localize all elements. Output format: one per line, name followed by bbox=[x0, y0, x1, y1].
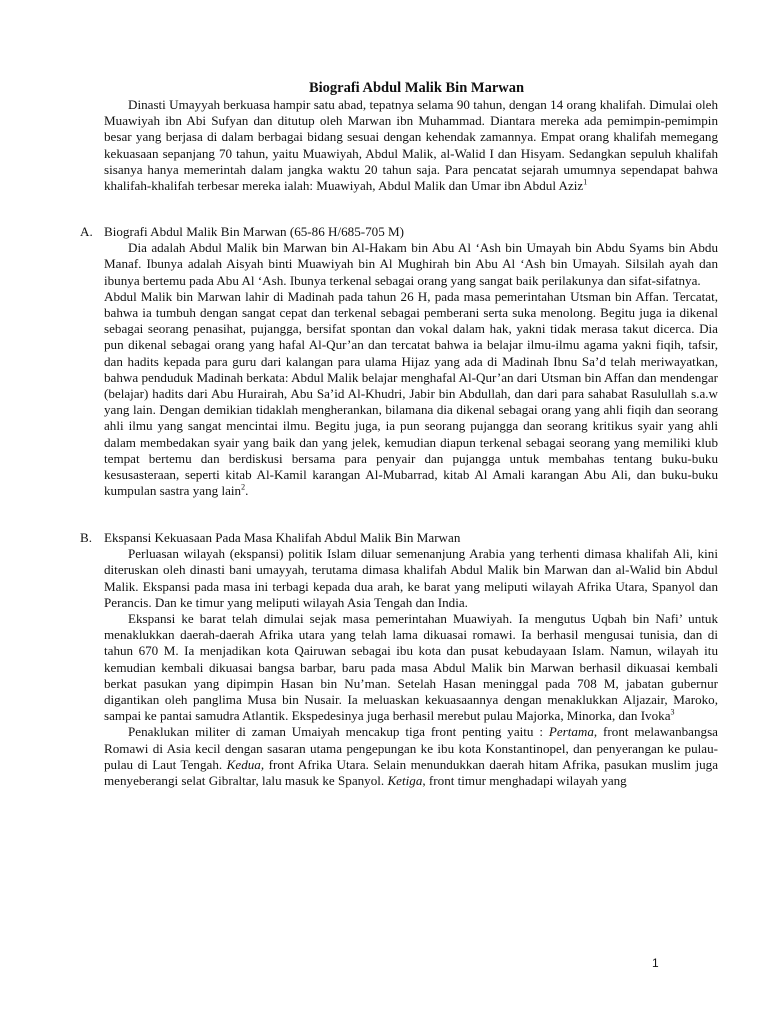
para3-second-emph: Kedua, bbox=[226, 756, 265, 772]
para3-first-emph: Pertama bbox=[548, 724, 594, 740]
section-b-paragraph-2 bbox=[104, 611, 718, 724]
section-b-heading: Ekspansi Kekuasaan Pada Masa Khalifah Abdul Malik Bin Marwan bbox=[104, 530, 461, 545]
section-a-paragraph-2-text: Abdul Malik bin Marwan lahir di Madinah pada tahun 26 H, pada masa pemerintahan Utsman bin Affan. Tercatat, bahwa ia tumbuh dengan sangat cepat dan terkenal sebagai pemberani serta suka menolong. Begitu juga ia dikenal sebagai seorang penasihat, pujangga, bersifat spontan dan vokal dalam hak, yakni tidak merasa takut dicerca. Dia pun dikenal sebagai orang yang hafal Al-Qur’an dan tercatat bahwa ia belajar ilmu-ilmu agama yakni fiqih, tafsir, dan hadits kepada para guru dari kalangan para ulama Hijaz yang ada di Madinah Ibnu Sa’d telah meriwayatkan, bahwa penduduk Madinah berkata: Abdul Malik belajar menghafal Al-Qur’an dari Utsman bin Affan dan mendengar (belajar) hadits dari Abu Hurairah, Abu Sa’id Al-Khudri, Jabir bin Abdullah, dan dari para sahabat Rasulullah s.a.w yang lain. Dengan demikian tidaklah mengherankan, bilamana dia dikenal sebagai orang yang ahli fiqih dan seorang ahli ilmu yang sangat mencintai ilmu. Begitu juga, ia pun seorang pujangga dan seorang kritikus syair yang ahli dalam membedakan syair yang baik dan yang jelek, kemudian diapun terkenal sebagai seorang yang memiliki klub tempat bertemu dan berdiskusi bersama para penyair dan pujangga untuk membahas tentang buku-buku kesusasteraan, seperti kitab Al-Kamil karangan Al-Mubarrad, kitab Al Amali karangan Abu Ali, dan buku-buku kumpulan sastra yang lain bbox=[104, 288, 718, 499]
para3-end: , front timur menghadapi wilayah yang bbox=[422, 773, 627, 789]
footnote-ref-1[interactable]: 1 bbox=[583, 177, 588, 187]
page-title: Biografi Abdul Malik Bin Marwan bbox=[308, 80, 525, 96]
section-a bbox=[80, 224, 718, 499]
footnote-ref-3[interactable]: 3 bbox=[670, 707, 675, 717]
section-b-paragraph-3 bbox=[104, 724, 718, 789]
intro-text: Dinasti Umayyah berkuasa hampir satu abad, tepatnya selama 90 tahun, dengan 14 orang khalifah. Dimulai oleh Muawiyah ibn Abi Sufyan dan ditutup oleh Marwan ibn Muhammad. Diantara mereka ada pemimpin-pemimpin besar yang berjasa di dalam berbagai bidang sesuai dengan kehendak zamannya. Empat orang khalifah memegang kekuasaan sepanjang 70 tahun, yaitu Muawiyah, Abdul Malik, al-Walid I dan Hisyam. Sedangkan sepuluh khalifah sisanya hanya memerintah dalam jangka waktu 20 tahun saja. Para pencatat sejarah umumnya sependapat bahwa khalifah-khalifah terbesar mereka ialah: Muawiyah, Abdul Malik dan Umar ibn Abdul Aziz bbox=[104, 97, 718, 194]
page-number: 1 bbox=[652, 956, 659, 970]
section-a-paragraph-2-end: . bbox=[245, 483, 249, 499]
section-b-letter: B. bbox=[80, 530, 93, 545]
section-b-paragraph-1: Perluasan wilayah (ekspansi) politik Islam diluar semenanjung Arabia yang terhenti dimasa khalifah Ali, kini diteruskan oleh dinasti bani umayyah, terutama dimasa khalifah Abdul Malik bin Marwan dan al-Walid bin Abdul Malik. Ekspansi pada masa ini terbagi kepada dua arah, ke barat yang meliputi wilayah Afrika Utara, Spanyol dan Perancis. Dan ke timur yang meliputi wilayah Asia Tengah dan India. bbox=[104, 546, 718, 610]
section-b bbox=[80, 530, 719, 789]
section-a-paragraph-1: Dia adalah Abdul Malik bin Marwan bin Al-Hakam bin Abu Al ‘Ash bin Umayah bin Abdu Syams bin Abdu Manaf. Ibunya adalah Aisyah binti Muawiyah bin Al Mughirah bin Abu Al ‘Ash bin Umayah. Silsilah ayah dan ibunya bertemu pada Abu Al ‘Ash. Ibunya terkenal sebagai orang yang sangat baik perilakunya dan sifat-sifatnya. bbox=[104, 240, 718, 288]
section-a-letter: A. bbox=[80, 224, 93, 239]
footnote-ref-2[interactable]: 2 bbox=[241, 482, 246, 492]
para3-third-emph: Ketiga bbox=[387, 773, 423, 789]
section-b-paragraph-2-text: Ekspansi ke barat telah dimulai sejak masa pemerintahan Muawiyah. Ia mengutus Uqbah bin Nafi’ untuk menaklukkan daerah-daerah Afrika utara yang telah lama dikuasai romawi. Ia berhasil mengusai tunisia, dan di tahun 670 M. Ia menjadikan kota Qairuwan sebagai ibu kota dan pusat kebudayaan Islam. Namun, wilayah itu kemudian kembali dikuasai bangsa barbar, baru pada masa Abdul Malik bin Marwan berhasil dikuasai kembali berkat pasukan yang dipimpin Hasan bin Nu’man. Setelah Hasan meninggal pada 708 M, jabatan gubernur digantikan oleh panglima Musa bin Nusair. Ia meluaskan kekuasaannya dengan menaklukkan Aljazair, Maroko, sampai ke pantai samudra Atlantik. Ekspedesinya juga berhasil merebut pulau Majorka, Minorka, dan Ivoka bbox=[104, 611, 718, 724]
para3-mid1: , front melawanbangsa Romawi di Asia kecil dengan sasaran utama pengepungan ke ibu kota Konstantinopel, dan penyerangan ke pulau-pulau di Laut Tengah. bbox=[104, 724, 718, 772]
para3-mid2: front Afrika Utara. Selain menundukkan daerah hitam Afrika, pasukan muslim juga menyeberangi selat Gibraltar, lalu masuk ke Spanyol. bbox=[104, 756, 719, 789]
section-a-heading: Biografi Abdul Malik Bin Marwan (65-86 H/685-705 M) bbox=[104, 224, 405, 239]
intro-paragraph bbox=[104, 97, 718, 194]
section-a-paragraph-2 bbox=[104, 289, 718, 500]
para3-start: Penaklukan militer di zaman Umaiyah mencakup tiga front penting yaitu : bbox=[128, 724, 549, 740]
